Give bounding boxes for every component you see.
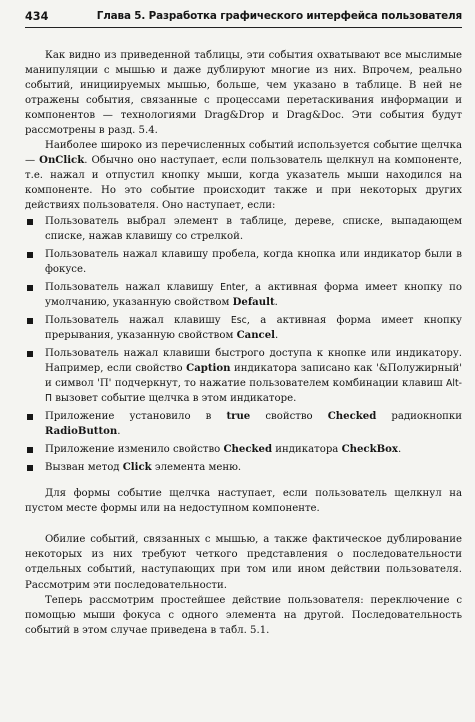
enter-key-label: Enter	[220, 281, 246, 293]
square-bullet-icon	[27, 414, 33, 420]
click-case-text-start: Приложение изменило свойство	[45, 444, 224, 456]
alt-p-key-label: Alt-П	[45, 377, 462, 405]
radiobutton-component-name: RadioButton	[45, 425, 118, 438]
page-number: 434	[25, 10, 49, 23]
checkbox-component-name: CheckBox	[341, 443, 398, 456]
focus-switch-paragraph: Теперь рассмотрим простейшее действие пользователя: переключение с помощью мыши фокуса с одного элемента на другой. Последовательность событий в этом случае приведена в табл. 5.1.	[25, 594, 462, 636]
esc-key-label: Esc	[230, 314, 247, 326]
click-case-text-middle: свойство	[250, 411, 328, 423]
click-case-text-middle: , а активная форма имеет кнопку прерывания, указанную свойством	[45, 314, 463, 341]
click-case-item	[25, 214, 462, 244]
click-case-text-end: .	[275, 329, 279, 341]
click-case-text-middle: , а активная форма имеет кнопку по умолчанию, указанную свойством	[45, 281, 462, 308]
click-case-text-middle: индикатора записано как '&Полужирный' и символ 'П' подчеркнут, то нажатие пользователем комбинации клавиш	[45, 362, 462, 389]
square-bullet-icon	[27, 285, 33, 291]
true-keyword: true	[226, 410, 251, 423]
square-bullet-icon	[27, 447, 33, 453]
paragraph-spacer	[25, 478, 462, 486]
click-case-item	[25, 346, 462, 406]
square-bullet-icon	[27, 318, 33, 324]
square-bullet-icon	[27, 252, 33, 258]
click-case-text-start: Пользователь нажал клавишу	[45, 281, 221, 293]
click-case-item	[25, 409, 462, 439]
click-case-text-end: .	[397, 444, 402, 456]
square-bullet-icon	[27, 219, 33, 225]
click-case-text-start: Пользователь нажал клавиши быстрого доступа к кнопке или индикатору. Например, если свойство	[45, 347, 462, 374]
cancel-property-name: Cancel	[236, 328, 276, 341]
click-case-item	[25, 247, 462, 277]
click-case-text-end: .	[274, 296, 278, 308]
default-property-name: Default	[232, 295, 275, 308]
click-case-text-start: Приложение установило в	[45, 411, 227, 423]
paragraph-spacer	[25, 516, 462, 532]
click-cases-list	[25, 214, 462, 476]
click-case-text: Пользователь выбрал элемент в таблице, дереве, списке, выпадающем списке, нажав клавишу со стрелкой.	[45, 215, 462, 242]
mouse-events-paragraph: Обилие событий, связанных с мышью, а также фактическое дублирование некоторых из них требуют четкого представления о последовательности отдельных событий, наступающих при том или ином действии пользователя. Рассмотрим эти последовательности.	[25, 534, 462, 591]
click-case-text-start: Вызван метод	[45, 462, 123, 474]
click-case-text-middle: индикатора	[272, 444, 342, 456]
click-method-name: Click	[122, 461, 152, 474]
onclick-text-end: . Обычно оно наступает, если пользователь щелкнул на компоненте, т.е. нажал и отпустил кнопку мыши, когда указатель мыши находился на компоненте. Но это событие происходит также и при некоторых других действиях пользователя. Оно наступает, если:	[25, 155, 462, 212]
click-case-text-end: вызовет событие щелчка в этом индикаторе.	[52, 393, 297, 405]
click-case-text-middle: радиокнопки	[376, 411, 462, 423]
chapter-title: Глава 5. Разработка графического интерфейса пользователя	[96, 10, 462, 22]
click-case-text: Пользователь нажал клавишу пробела, когда кнопка или индикатор были в фокусе.	[45, 248, 462, 275]
click-case-item	[25, 442, 462, 457]
checked-property-name: Checked	[223, 443, 273, 456]
click-case-item	[25, 460, 462, 475]
page-body	[25, 48, 462, 638]
checked-property-name: Checked	[327, 410, 377, 423]
click-case-item	[25, 313, 462, 343]
form-click-paragraph: Для формы событие щелчка наступает, если пользователь щелкнул на пустом месте формы или на недоступном компоненте.	[25, 488, 462, 515]
onclick-paragraph	[25, 138, 462, 213]
onclick-text-start: Наиболее широко из перечисленных событий используется событие щелчка —	[25, 140, 462, 167]
click-case-item	[25, 280, 462, 310]
click-case-text-end: элемента меню.	[151, 462, 242, 474]
onclick-event-name: OnClick	[39, 154, 85, 167]
caption-property-name: Caption	[186, 361, 231, 374]
click-case-text-start: Пользователь нажал клавишу	[45, 314, 231, 326]
square-bullet-icon	[27, 351, 33, 357]
intro-paragraph: Как видно из приведенной таблицы, эти события охватывают все мыслимые манипуляции с мышью и даже дублируют многие из них. Впрочем, реально событий, инициируемых мышью, больше, чем указано в таблице. В ней не отражены события, связанные с процессами перетаскивания информации и компонентов — технологиями Drag&Drop и Drag&Doc. Эти события будут рассмотрены в разд. 5.4.	[25, 50, 462, 137]
click-case-text-end: .	[117, 426, 121, 438]
square-bullet-icon	[27, 465, 33, 471]
page-header	[25, 7, 462, 28]
